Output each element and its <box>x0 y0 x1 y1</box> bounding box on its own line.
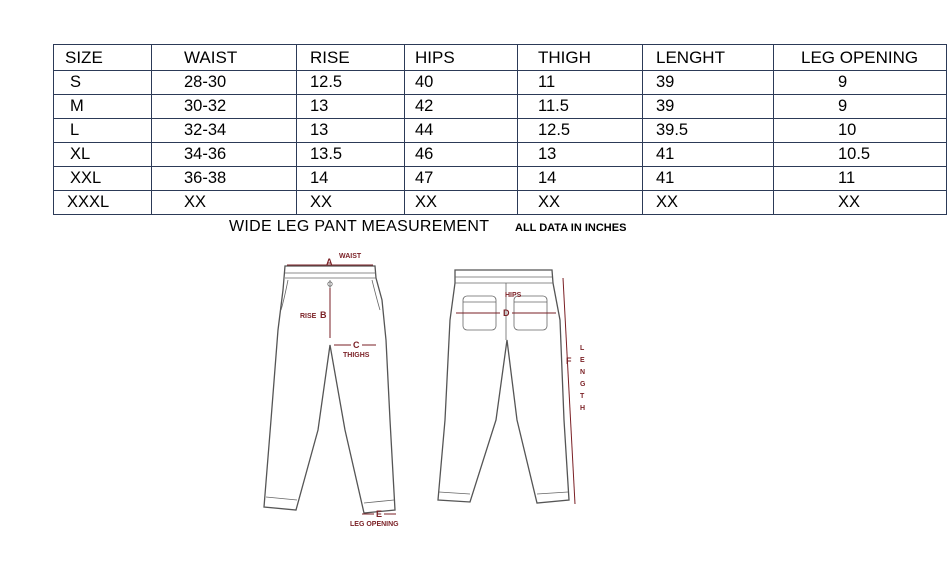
units-note: ALL DATA IN INCHES <box>515 222 627 234</box>
cell-thigh: 13 <box>518 143 643 167</box>
cell-size: XL <box>54 143 152 167</box>
cell-waist: 32-34 <box>152 119 297 143</box>
cell-size: XXXL <box>54 191 152 215</box>
cell-rise: 13 <box>297 119 405 143</box>
waist-letter: A <box>326 257 333 267</box>
cell-size: S <box>54 71 152 95</box>
thigh-label: THIGHS <box>343 352 370 359</box>
cell-length: 41 <box>643 143 774 167</box>
length-label-l: L <box>580 345 585 352</box>
cell-thigh: 11 <box>518 71 643 95</box>
cell-leg-opening: 11 <box>774 167 947 191</box>
cell-thigh: XX <box>518 191 643 215</box>
header-thigh: THIGH <box>518 45 643 71</box>
header-size: SIZE <box>54 45 152 71</box>
cell-hips: 44 <box>405 119 518 143</box>
cell-waist: 34-36 <box>152 143 297 167</box>
cell-length: 39 <box>643 71 774 95</box>
front-pant-illustration <box>264 253 399 528</box>
thigh-letter: C <box>353 340 360 350</box>
length-label-t: T <box>580 393 585 400</box>
header-leg-opening: LEG OPENING <box>774 45 947 71</box>
cell-waist: 28-30 <box>152 71 297 95</box>
leg-opening-label: LEG OPENING <box>350 521 399 528</box>
cell-hips: 46 <box>405 143 518 167</box>
cell-length: 41 <box>643 167 774 191</box>
cell-rise: XX <box>297 191 405 215</box>
cell-size: M <box>54 95 152 119</box>
cell-leg-opening: 9 <box>774 95 947 119</box>
cell-leg-opening: 10 <box>774 119 947 143</box>
length-letter: F <box>566 356 572 366</box>
cell-waist: 36-38 <box>152 167 297 191</box>
header-length: LENGHT <box>643 45 774 71</box>
cell-length: 39.5 <box>643 119 774 143</box>
cell-hips: 47 <box>405 167 518 191</box>
cell-hips: XX <box>405 191 518 215</box>
cell-waist: XX <box>152 191 297 215</box>
header-rise: RISE <box>297 45 405 71</box>
page-title: WIDE LEG PANT MEASUREMENT <box>229 218 490 235</box>
cell-leg-opening: 10.5 <box>774 143 947 167</box>
cell-size: XXL <box>54 167 152 191</box>
cell-size: L <box>54 119 152 143</box>
cell-length: XX <box>643 191 774 215</box>
cell-rise: 13.5 <box>297 143 405 167</box>
cell-leg-opening: XX <box>774 191 947 215</box>
waist-label: WAIST <box>339 253 362 260</box>
back-pant-illustration <box>438 270 586 504</box>
cell-waist: 30-32 <box>152 95 297 119</box>
cell-thigh: 14 <box>518 167 643 191</box>
leg-opening-letter: E <box>376 509 383 519</box>
cell-thigh: 11.5 <box>518 95 643 119</box>
cell-length: 39 <box>643 95 774 119</box>
header-hips: HIPS <box>405 45 518 71</box>
header-waist: WAIST <box>152 45 297 71</box>
hips-label: HIPS <box>505 292 522 299</box>
cell-thigh: 12.5 <box>518 119 643 143</box>
cell-hips: 42 <box>405 95 518 119</box>
cell-rise: 12.5 <box>297 71 405 95</box>
rise-label: RISE <box>300 313 317 320</box>
cell-leg-opening: 9 <box>774 71 947 95</box>
length-label-h: H <box>580 405 586 412</box>
length-label-n: N <box>580 369 586 376</box>
rise-letter: B <box>320 310 327 320</box>
cell-hips: 40 <box>405 71 518 95</box>
hips-letter: D <box>503 308 510 318</box>
length-label-g: G <box>580 381 586 388</box>
length-label-e: E <box>580 357 585 364</box>
cell-rise: 14 <box>297 167 405 191</box>
cell-rise: 13 <box>297 95 405 119</box>
